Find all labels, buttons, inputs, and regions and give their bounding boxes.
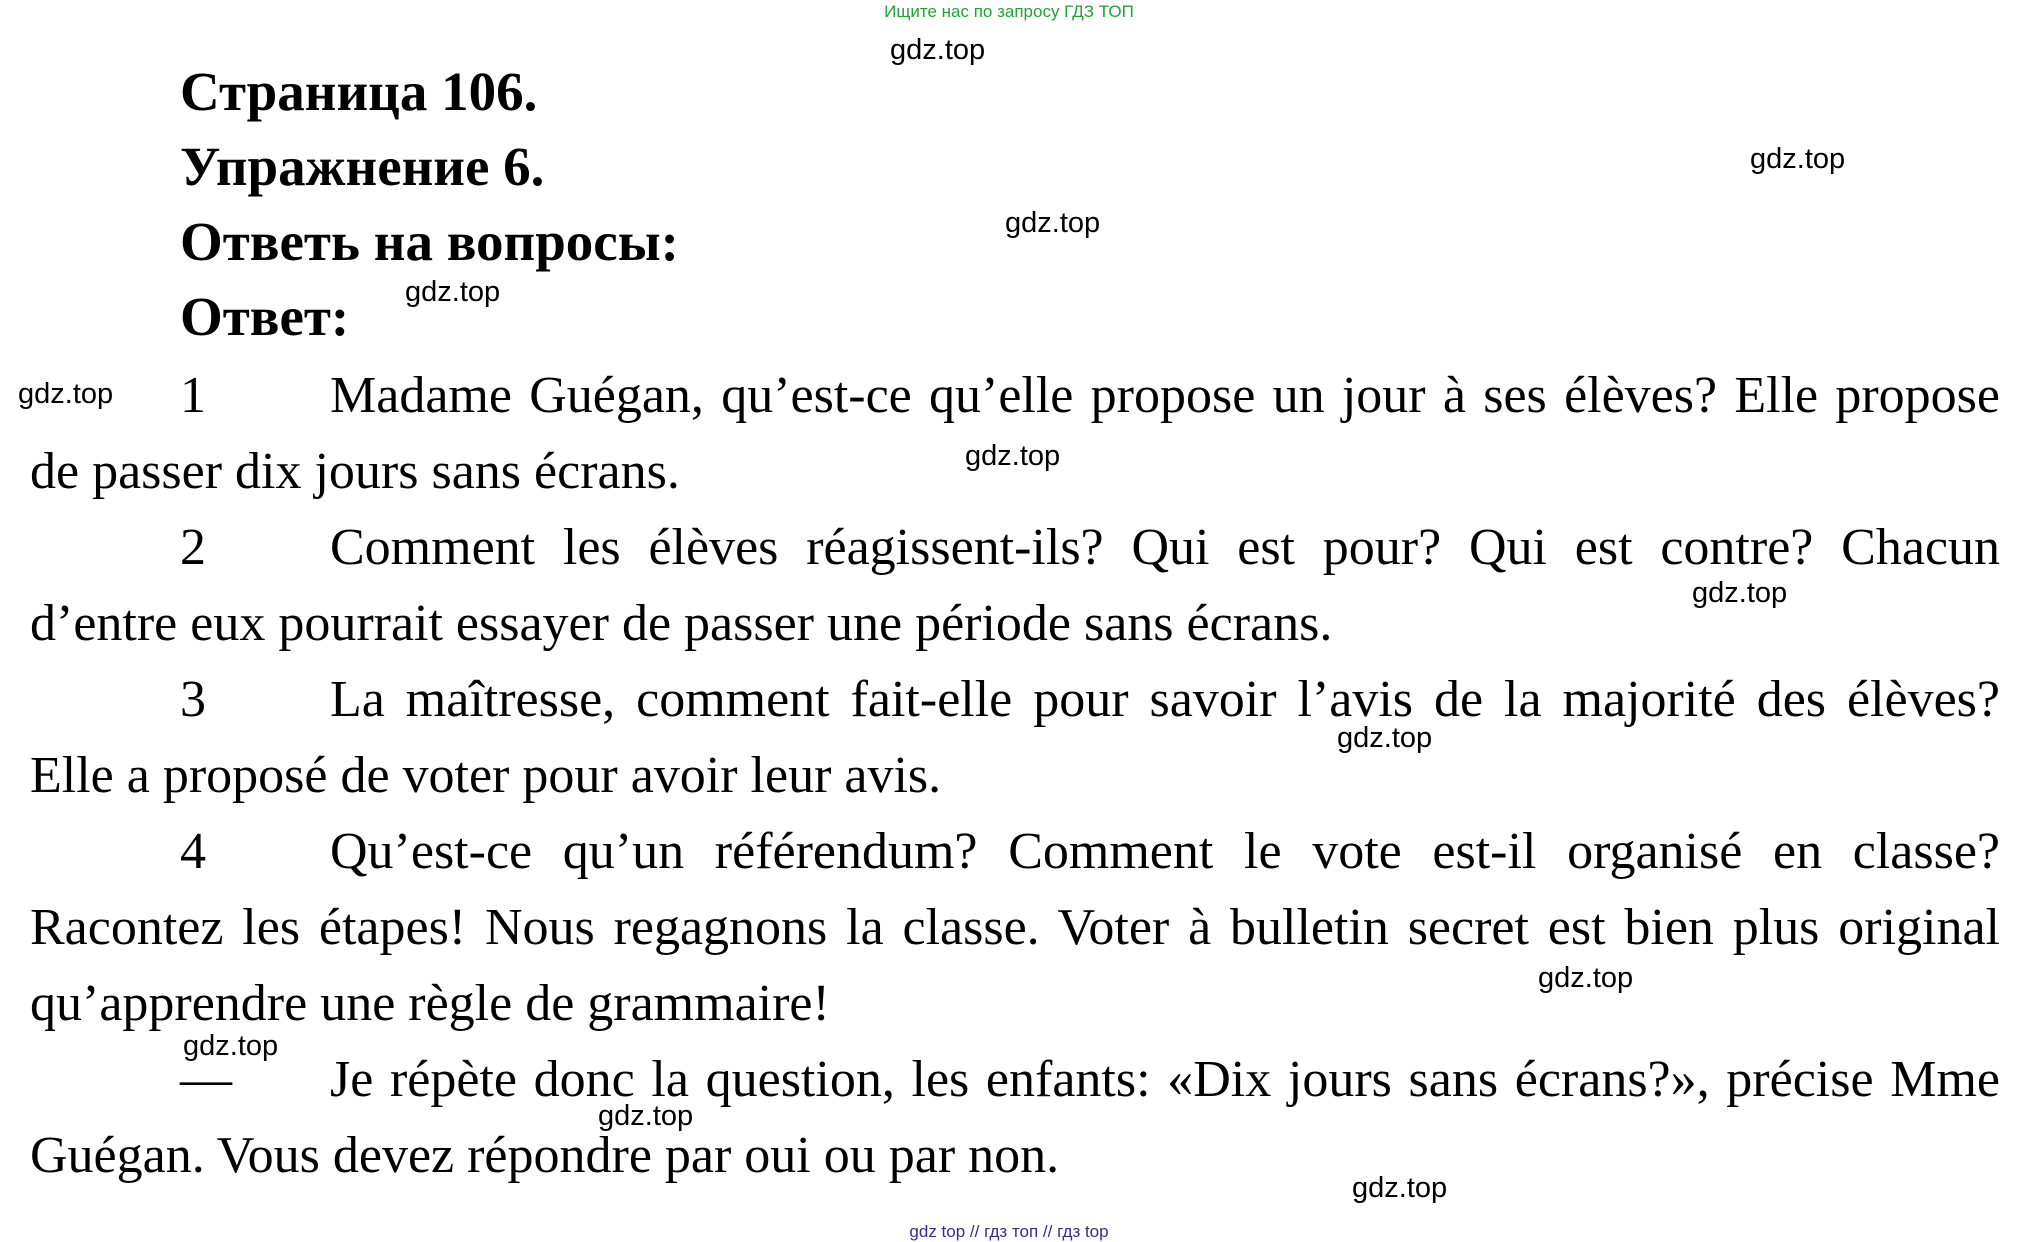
answer-item-3 [30,662,2000,814]
item-number: 3 [180,671,206,728]
item-number: 4 [180,823,206,880]
item-text: La maîtresse, comment fait-elle pour savoir l’avis de la majorité des élèves? Elle a proposé de voter pour avoir leur avis. [30,671,2000,804]
watermark: gdz.top [965,440,1061,472]
watermark: gdz.top [1005,207,1101,239]
answer-item-4 [30,814,2000,1042]
item-number: 1 [180,367,206,424]
exercise-heading: Упражнение 6. [180,136,545,197]
item-number: 2 [180,519,206,576]
watermark: gdz.top [183,1030,279,1062]
item-text: Qu’est-ce qu’un référendum? Comment le vote est-il organisé en classe? Racontez les étapes! Nous regagnons la classe. Voter à bulletin secret est bien plus original qu’apprendre une règle de grammaire! [30,823,2000,1032]
watermark: gdz.top [890,34,986,66]
answer-item-1 [30,358,2000,510]
watermark: gdz.top [1538,962,1634,994]
watermark: gdz.top [598,1100,694,1132]
watermark: gdz.top [1692,577,1788,609]
item-text: Comment les élèves réagissent-ils? Qui est pour? Qui est contre? Chacun d’entre eux pourrait essayer de passer une période sans écrans. [30,519,2000,652]
answer-heading: Ответ: [180,286,350,347]
answer-item-5 [30,1042,2000,1194]
item-text: Madame Guégan, qu’est-ce qu’elle propose un jour à ses élèves? Elle propose de passer dix jours sans écrans. [30,367,2000,500]
item-text: Je répète donc la question, les enfants: «Dix jours sans écrans?», précise Mme Guégan. Vous devez répondre par oui ou par non. [30,1051,2000,1184]
watermark: gdz.top [1337,722,1433,754]
watermark: gdz.top [1750,143,1846,175]
watermark: gdz.top [405,276,501,308]
task-heading: Ответь на вопросы: [180,211,679,272]
item-dash: — [180,1051,232,1108]
watermark: gdz.top [1352,1172,1448,1204]
watermark: gdz.top [18,378,114,410]
page-heading: Страница 106. [180,61,538,122]
top-banner: Ищите нас по запросу ГДЗ ТОП [884,2,1134,21]
bottom-banner: gdz top // гдз топ // гдз top [909,1222,1109,1241]
